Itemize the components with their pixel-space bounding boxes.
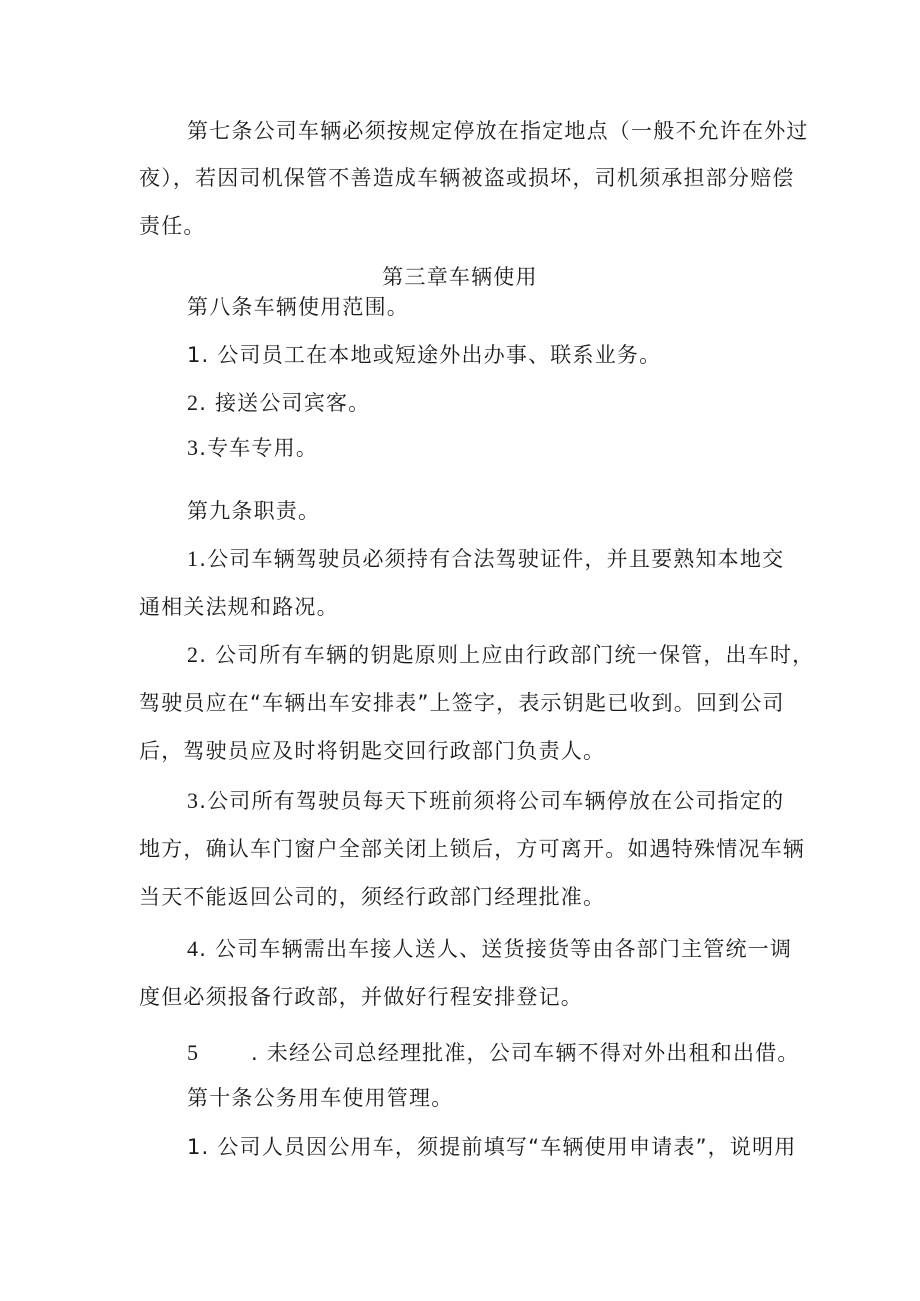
art10-title: 第十条公务用车使用管理。 [187, 1086, 454, 1110]
art9-item-2-line-2: 驾驶员应在“车辆出车安排表”上签字，表示钥匙已收到。回到公司 [139, 691, 785, 715]
art8-item-2: 2. 接送公司宾客。 [0, 388, 920, 418]
art9-item-4-line-1: 4. 公司车辆需出车接人送人、送货接货等由各部门主管统一调 [0, 934, 920, 964]
item-number: 5 [187, 1040, 200, 1065]
art8-item-3: 3.专车专用。 [0, 433, 920, 463]
item-number: 4 [187, 936, 200, 961]
item-number: 2 [187, 390, 200, 415]
art10-item-1-line-1: 1. 公司人员因公用车，须提前填写“车辆使用申请表”，说明用 [187, 1135, 797, 1159]
item-number: 2 [187, 642, 200, 667]
art9-item-3-line-3: 当天不能返回公司的，须经行政部门经理批准。 [139, 885, 606, 909]
art9-item-1-line-1: 1.公司车辆驾驶员必须持有合法驾驶证件，并且要熟知本地交 [0, 544, 920, 574]
chapter-title: 第三章车辆使用 [382, 265, 538, 289]
item-number: 3 [187, 435, 200, 460]
art9-item-2-line-1: 2. 公司所有车辆的钥匙原则上应由行政部门统一保管，出车时， [0, 640, 920, 670]
art9-item-3-line-2: 地方，确认车门窗户全部关闭上锁后，方可离开。如遇特殊情况车辆 [139, 837, 805, 861]
art9-item-4-line-2: 度但必须报备行政部，并做好行程安排登记。 [139, 985, 583, 1009]
art7-line-2: 夜），若因司机保管不善造成车辆被盗或损坏，司机须承担部分赔偿 [139, 166, 795, 190]
art8-title: 第八条车辆使用范围。 [187, 295, 409, 319]
item-number: 1 [187, 546, 200, 571]
art9-item-3-line-1: 3.公司所有驾驶员每天下班前须将公司车辆停放在公司指定的 [0, 786, 920, 816]
art7-line-3: 责任。 [139, 214, 206, 238]
art7-line-1: 第七条公司车辆必须按规定停放在指定地点（一般不允许在外过 [187, 119, 809, 143]
art9-item-1-line-2: 通相关法规和路况。 [139, 595, 339, 619]
art9-item-5-line-1: 5 . 未经公司总经理批准，公司车辆不得对外出租和出借。 [0, 1038, 920, 1068]
art9-title: 第九条职责。 [187, 499, 321, 523]
item-number: 3 [187, 788, 200, 813]
art9-item-2-line-3: 后，驾驶员应及时将钥匙交回行政部门负责人。 [139, 739, 606, 763]
art8-item-1: 1. 公司员工在本地或短途外出办事、联系业务。 [187, 343, 662, 367]
